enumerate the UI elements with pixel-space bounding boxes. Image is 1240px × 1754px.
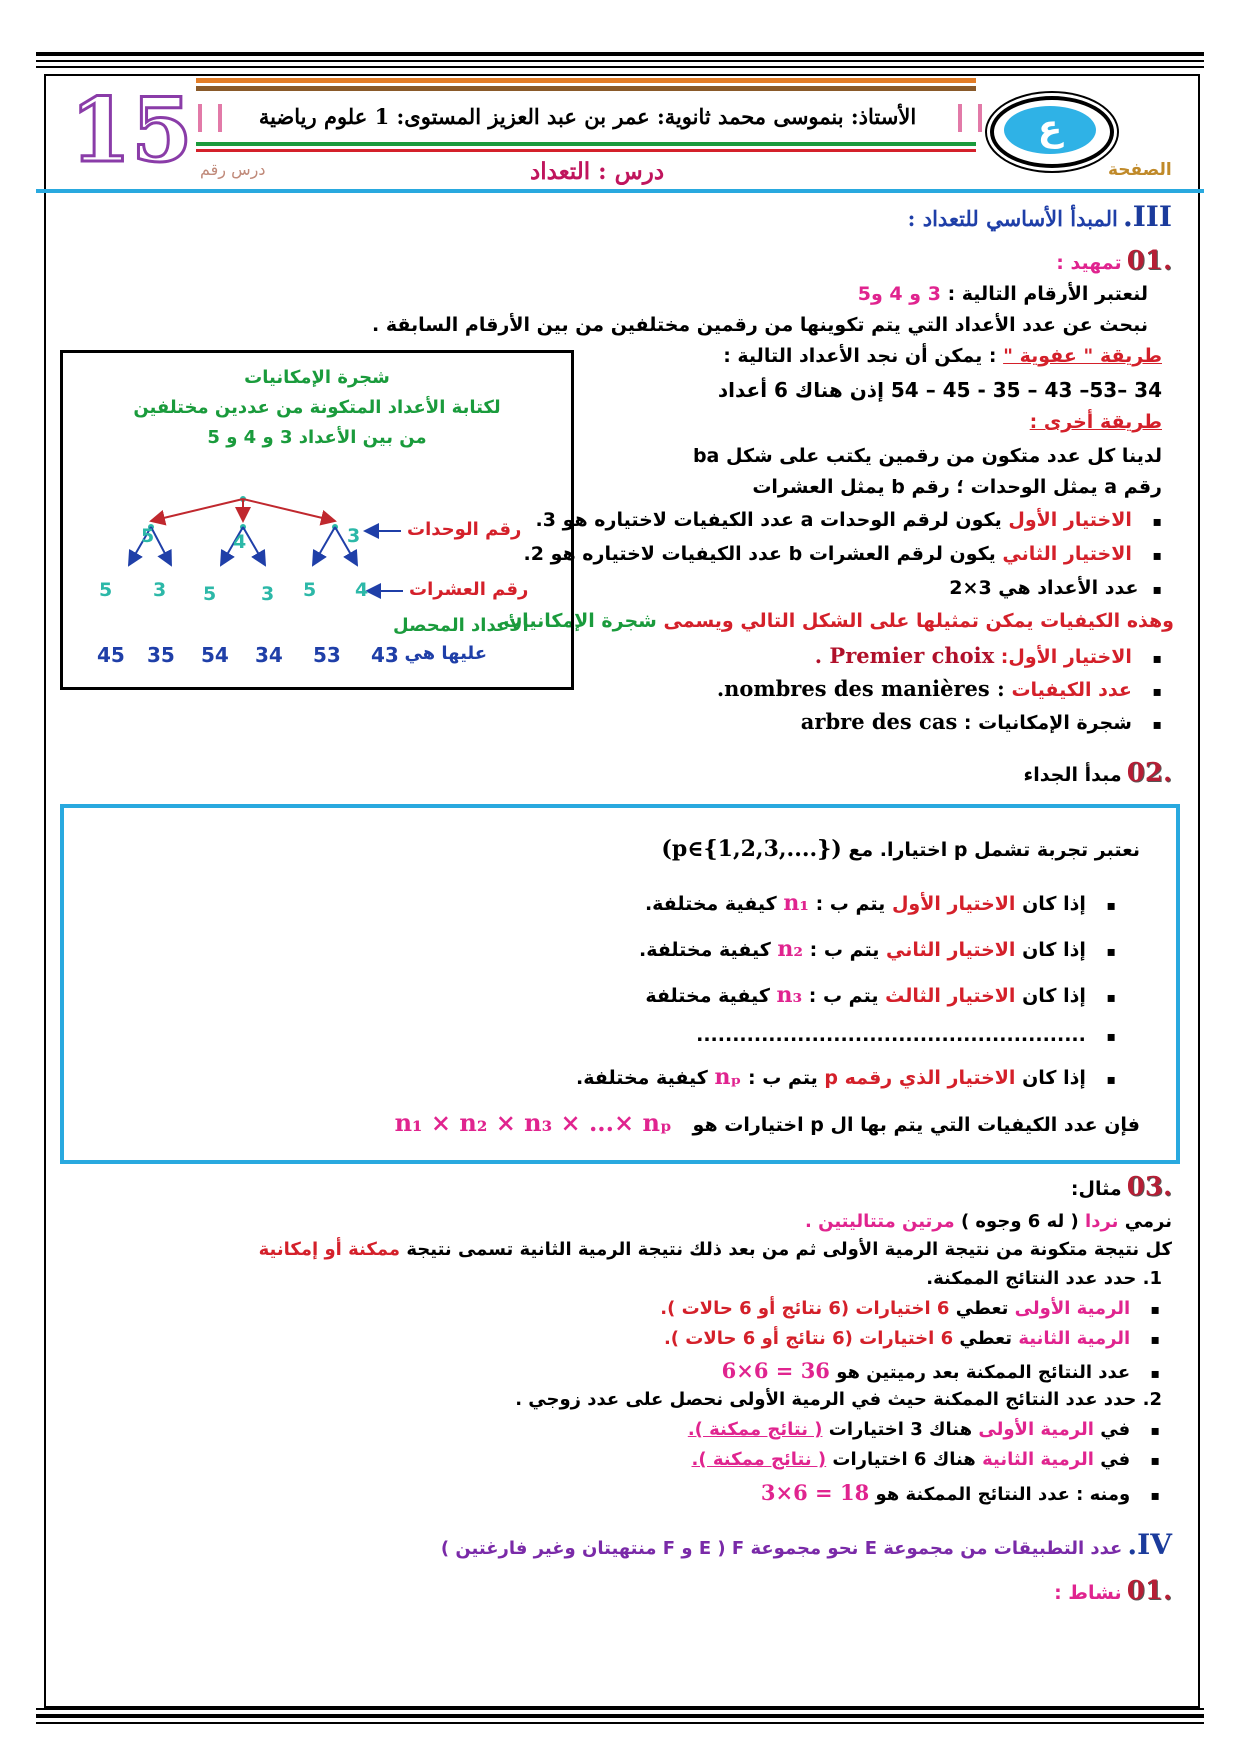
product-conclusion-text: فإن عدد الكيفيات التي يتم بها ال p اختيارات هو [692, 1114, 1140, 1136]
tree-l1-left: 5 [141, 525, 155, 547]
bullet-choice-1-red: الاختيار الأول [1008, 509, 1132, 531]
q2-bullet-1-b: هناك 3 اختيارات [828, 1419, 973, 1440]
method-1-list: 34 –53– 43 – 35 - 45 – 54 إذن هناك 6 أعداد [717, 378, 1162, 402]
top-rule-thick [36, 52, 1204, 56]
tree-subtitle-1: لكتابة الأعداد المتكونة من عددين مختلفين [133, 397, 501, 418]
example-line-2 [259, 1239, 1172, 1260]
header-title: الأستاذ: بنموسى محمد ثانوية: عمر بن عبد العزيز المستوى: 1 علوم رياضية [258, 104, 917, 129]
header-stripe-green [196, 142, 976, 146]
tens-label: رقم العشرات [409, 579, 529, 600]
example-line-1-d: مرتين متتاليتين . [805, 1211, 955, 1232]
bullet-choice-2-red: الاختيار الثاني [1002, 543, 1132, 565]
sub-03-title: مثال: [1070, 1178, 1122, 1200]
tree-edge-3-5 [313, 527, 335, 565]
q2-bullet-2 [692, 1449, 1161, 1470]
tree-l2-3: 5 [203, 583, 217, 605]
q1-bullet-1 [660, 1298, 1160, 1319]
example-line-2-b: ممكنة أو إمكانية [258, 1239, 401, 1260]
section-4-heading [441, 1528, 1172, 1561]
page-number-badge [70, 78, 193, 182]
section-4-sub-01-title: نشاط : [1054, 1582, 1122, 1604]
method-2-line-1: لدينا كل عدد متكون من رقمين يكتب على شكل ba [692, 445, 1162, 467]
logo [990, 96, 1114, 168]
sub-03-heading [1071, 1172, 1172, 1202]
header-stripe-blue [36, 189, 1204, 193]
intro-line-1-text: لنعتبر الأرقام التالية : [947, 283, 1148, 305]
tree-l2-5: 5 [303, 579, 317, 601]
method-1-text: : يمكن أن نجد الأعداد التالية : [723, 345, 997, 367]
q2-bullet-2-a: في [1100, 1449, 1131, 1470]
product-item-1-pre: إذا كان [1022, 893, 1086, 915]
sub-01-title: تمهيد : [1056, 252, 1122, 274]
product-item-p-mid: يتم ب : [748, 1067, 818, 1089]
q2-bullet-3-b: 18 = 6×3 [760, 1480, 870, 1505]
question-2: 2. حدد عدد النتائج الممكنة حيث في الرمية الأولى نحصل على عدد زوجي . [515, 1389, 1162, 1410]
method-2-label [1030, 411, 1162, 433]
lesson-number-label: درس رقم [200, 160, 266, 179]
bottom-rule-thick [36, 1714, 1204, 1718]
tree-l2-2: 3 [153, 579, 167, 601]
logo-glyph [1004, 106, 1096, 154]
tree-title: شجرة الإمكانيات [244, 367, 390, 388]
bullet-arbre-label: شجرة الإمكانيات : [963, 712, 1132, 734]
q1-bullet-2-mag: الرمية الثانية [1018, 1328, 1131, 1349]
intro-line-1 [858, 283, 1148, 305]
q2-bullet-1 [688, 1419, 1160, 1440]
bullet-choice-1 [536, 509, 1162, 531]
tree-sentence [496, 610, 1174, 632]
section-4-number: IV. [1127, 1528, 1172, 1561]
top-rule-thin-2 [36, 66, 1204, 68]
example-line-1-c: ( له 6 وجوه ) [960, 1211, 1079, 1232]
sub-02-number: .02 [1126, 758, 1172, 788]
example-line-1 [805, 1211, 1172, 1232]
bullet-premier-choix-label: الاختيار الأول: [1000, 646, 1132, 668]
q2-bullet-2-mag: الرمية الثانية [982, 1449, 1094, 1470]
section-4-sub-01 [1054, 1576, 1172, 1606]
product-formula: n₁ × n₂ × n₃ × ...× nₚ [394, 1108, 672, 1137]
product-item-dots [696, 1024, 1116, 1046]
bullet-choice-2-text: يكون لرقم العشرات b عدد الكيفيات لاختياره هو 2. [523, 543, 996, 565]
sub-03-number: .03 [1126, 1172, 1172, 1202]
bullet-premier-choix [815, 643, 1162, 668]
tree-subtitle-2: من بين الأعداد 3 و 4 و 5 [207, 427, 427, 448]
product-item-3-red: الاختيار الثالث [885, 985, 1016, 1007]
results-label-2: عليها هي : [391, 643, 488, 664]
bullet-arbre-fr: arbre des cas [800, 709, 958, 734]
tree-box [60, 350, 574, 690]
product-item-p-n: nₚ [714, 1064, 742, 1090]
intro-line-1-values: 3 و 4 و5 [857, 283, 941, 305]
tree-sentence-green: شجرة الإمكانيات. [495, 610, 657, 632]
result-45: 45 [97, 643, 125, 667]
q1-bullet-2-a: تعطي [959, 1328, 1013, 1349]
q1-bullet-2-b: 6 اختيارات (6 نتائج أو 6 حالات ). [663, 1328, 954, 1349]
tree-l2-6: 4 [355, 579, 369, 601]
method-2-label-text: طريقة أخرى : [1029, 411, 1162, 433]
sub-01-heading [1056, 246, 1172, 276]
product-item-3 [645, 982, 1116, 1008]
sub-02-title: مبدأ الجداء [1023, 764, 1122, 786]
q1-bullet-3 [722, 1358, 1160, 1383]
q2-bullet-1-a: في [1100, 1419, 1131, 1440]
q1-bullet-3-b: 36 = 6×6 [721, 1358, 830, 1383]
section-4-title: عدد التطبيقات من مجموعة E نحو مجموعة F ( E و F منتهيتان وغير فارغتين ) [440, 1538, 1123, 1559]
sub-02-heading [1023, 758, 1172, 788]
tree-l2-4: 3 [261, 583, 275, 605]
product-item-1-mid: يتم ب : [815, 893, 886, 915]
bullet-count: ▪ عدد الأعداد هي 3×2 [949, 577, 1162, 599]
section-4-sub-01-number: .01 [1126, 1576, 1172, 1606]
product-item-3-mid: يتم ب : [808, 985, 879, 1007]
example-line-1-b: نردا [1085, 1211, 1119, 1232]
method-2-line-2: رقم a يمثل الوحدات ؛ رقم b يمثل العشرات [752, 476, 1162, 498]
question-1: 1. حدد عدد النتائج الممكنة. [926, 1268, 1162, 1289]
q2-bullet-2-b: هناك 6 اختيارات [832, 1449, 976, 1470]
top-rule-thin [36, 60, 1204, 62]
product-item-p-pre: إذا كان [1022, 1067, 1086, 1089]
sub-01-number: .01 [1126, 246, 1172, 276]
q2-bullet-1-c: ( نتائج ممكنة ). [687, 1419, 823, 1440]
header-pipes-right [958, 104, 982, 132]
bullet-manieres [717, 676, 1162, 701]
product-item-2 [639, 936, 1116, 962]
tree-edge-4-3 [243, 527, 265, 565]
q1-bullet-1-a: تعطي [955, 1298, 1009, 1319]
q2-bullet-3 [761, 1480, 1160, 1505]
result-43: 43 [371, 643, 399, 667]
result-53: 53 [313, 643, 341, 667]
lesson-title: درس : التعداد [530, 158, 665, 185]
bullet-choice-2 [524, 543, 1162, 565]
q2-bullet-3-a: ومنه : عدد النتائج الممكنة هو [875, 1484, 1131, 1505]
result-34: 34 [255, 643, 283, 667]
product-intro-text: نعتبر تجربة تشمل p اختيارا. مع [848, 839, 1140, 861]
tree-edge-root-3 [243, 499, 335, 521]
result-35: 35 [147, 643, 175, 667]
product-item-2-mid: يتم ب : [809, 939, 880, 961]
results-label-1: الأعداد المحصل [393, 615, 529, 636]
product-item-p-red: الاختيار الذي رقمه p [824, 1067, 1016, 1089]
product-item-p-post: كيفية مختلفة. [576, 1067, 708, 1089]
q1-bullet-3-a: عدد النتائج الممكنة بعد رميتين هو [836, 1362, 1131, 1383]
bullet-manieres-label: عدد الكيفيات [1011, 679, 1132, 701]
section-3-title: المبدأ الأساسي للتعداد : [907, 206, 1118, 231]
bullet-premier-choix-fr: Premier choix . [814, 643, 995, 668]
q2-bullet-2-c: ( نتائج ممكنة ). [691, 1449, 827, 1470]
product-item-p [576, 1064, 1116, 1090]
tree-l1-mid: 4 [233, 531, 247, 553]
product-item-1-post: كيفية مختلفة. [644, 893, 777, 915]
tree-l2-1: 5 [99, 579, 113, 601]
header-stripe-brown [196, 86, 976, 91]
section-3-heading [908, 200, 1172, 233]
page-number: 15 [70, 78, 193, 182]
product-intro-set: (p∈{1,2,3,....}) [661, 836, 842, 862]
product-item-2-pre: إذا كان [1022, 939, 1086, 961]
product-item-3-post: كيفية مختلفة [645, 985, 770, 1007]
intro-line-2: نبحث عن عدد الأعداد التي يتم تكوينها من رقمين مختلفين من بين الأرقام السابقة . [372, 314, 1148, 336]
q1-bullet-1-b: 6 اختيارات (6 نتائج أو 6 حالات ). [660, 1298, 950, 1319]
method-1-line [723, 345, 1162, 367]
product-item-1 [645, 890, 1116, 916]
q1-bullet-2 [664, 1328, 1160, 1349]
bullet-manieres-fr: : nombres des manières. [716, 676, 1005, 701]
product-item-dots-text: ...................................................... [696, 1024, 1086, 1046]
tree-l1-right: 3 [347, 525, 361, 547]
q2-bullet-1-mag: الرمية الأولى [978, 1419, 1094, 1440]
bottom-rule-thin-2 [36, 1722, 1204, 1724]
section-3-number: III. [1122, 200, 1172, 233]
product-item-3-pre: إذا كان [1022, 985, 1086, 1007]
q1-bullet-1-mag: الرمية الأولى [1014, 1298, 1131, 1319]
tree-sentence-red: وهذه الكيفيات يمكن تمثيلها على الشكل التالي ويسمى [663, 610, 1174, 632]
product-item-2-post: كيفية مختلفة. [639, 939, 771, 961]
product-item-1-n: n₁ [783, 890, 809, 916]
product-item-1-red: الاختيار الأول [891, 893, 1016, 915]
units-label: رقم الوحدات [407, 519, 522, 540]
result-54: 54 [201, 643, 229, 667]
header-stripe-red [196, 149, 976, 152]
bottom-rule-thin [36, 1708, 1204, 1710]
logo-letter: ع [1037, 108, 1063, 149]
example-line-2-a: كل نتيجة متكونة من نتيجة الرمية الأولى ثم من بعد ذلك نتيجة الرمية الثانية تسمى نتيجة [406, 1239, 1172, 1260]
bullet-choice-1-text: يكون لرقم الوحدات a عدد الكيفيات لاختياره هو 3. [535, 509, 1002, 531]
header-stripe-orange [196, 78, 976, 83]
product-conclusion [395, 1108, 1140, 1137]
method-1-label: طريقة " عفوية " [1003, 345, 1162, 367]
header-pipes-left [198, 104, 222, 132]
tree-edge-root-5 [151, 499, 243, 521]
product-item-2-n: n₂ [777, 936, 804, 962]
product-item-2-red: الاختيار الثاني [886, 939, 1016, 961]
example-line-1-a: نرمي [1124, 1211, 1172, 1232]
product-principle-box [60, 804, 1180, 1164]
page-label: الصفحة [1108, 160, 1172, 180]
product-item-3-n: n₃ [776, 982, 803, 1008]
product-intro [661, 836, 1140, 862]
bullet-arbre [801, 709, 1162, 734]
